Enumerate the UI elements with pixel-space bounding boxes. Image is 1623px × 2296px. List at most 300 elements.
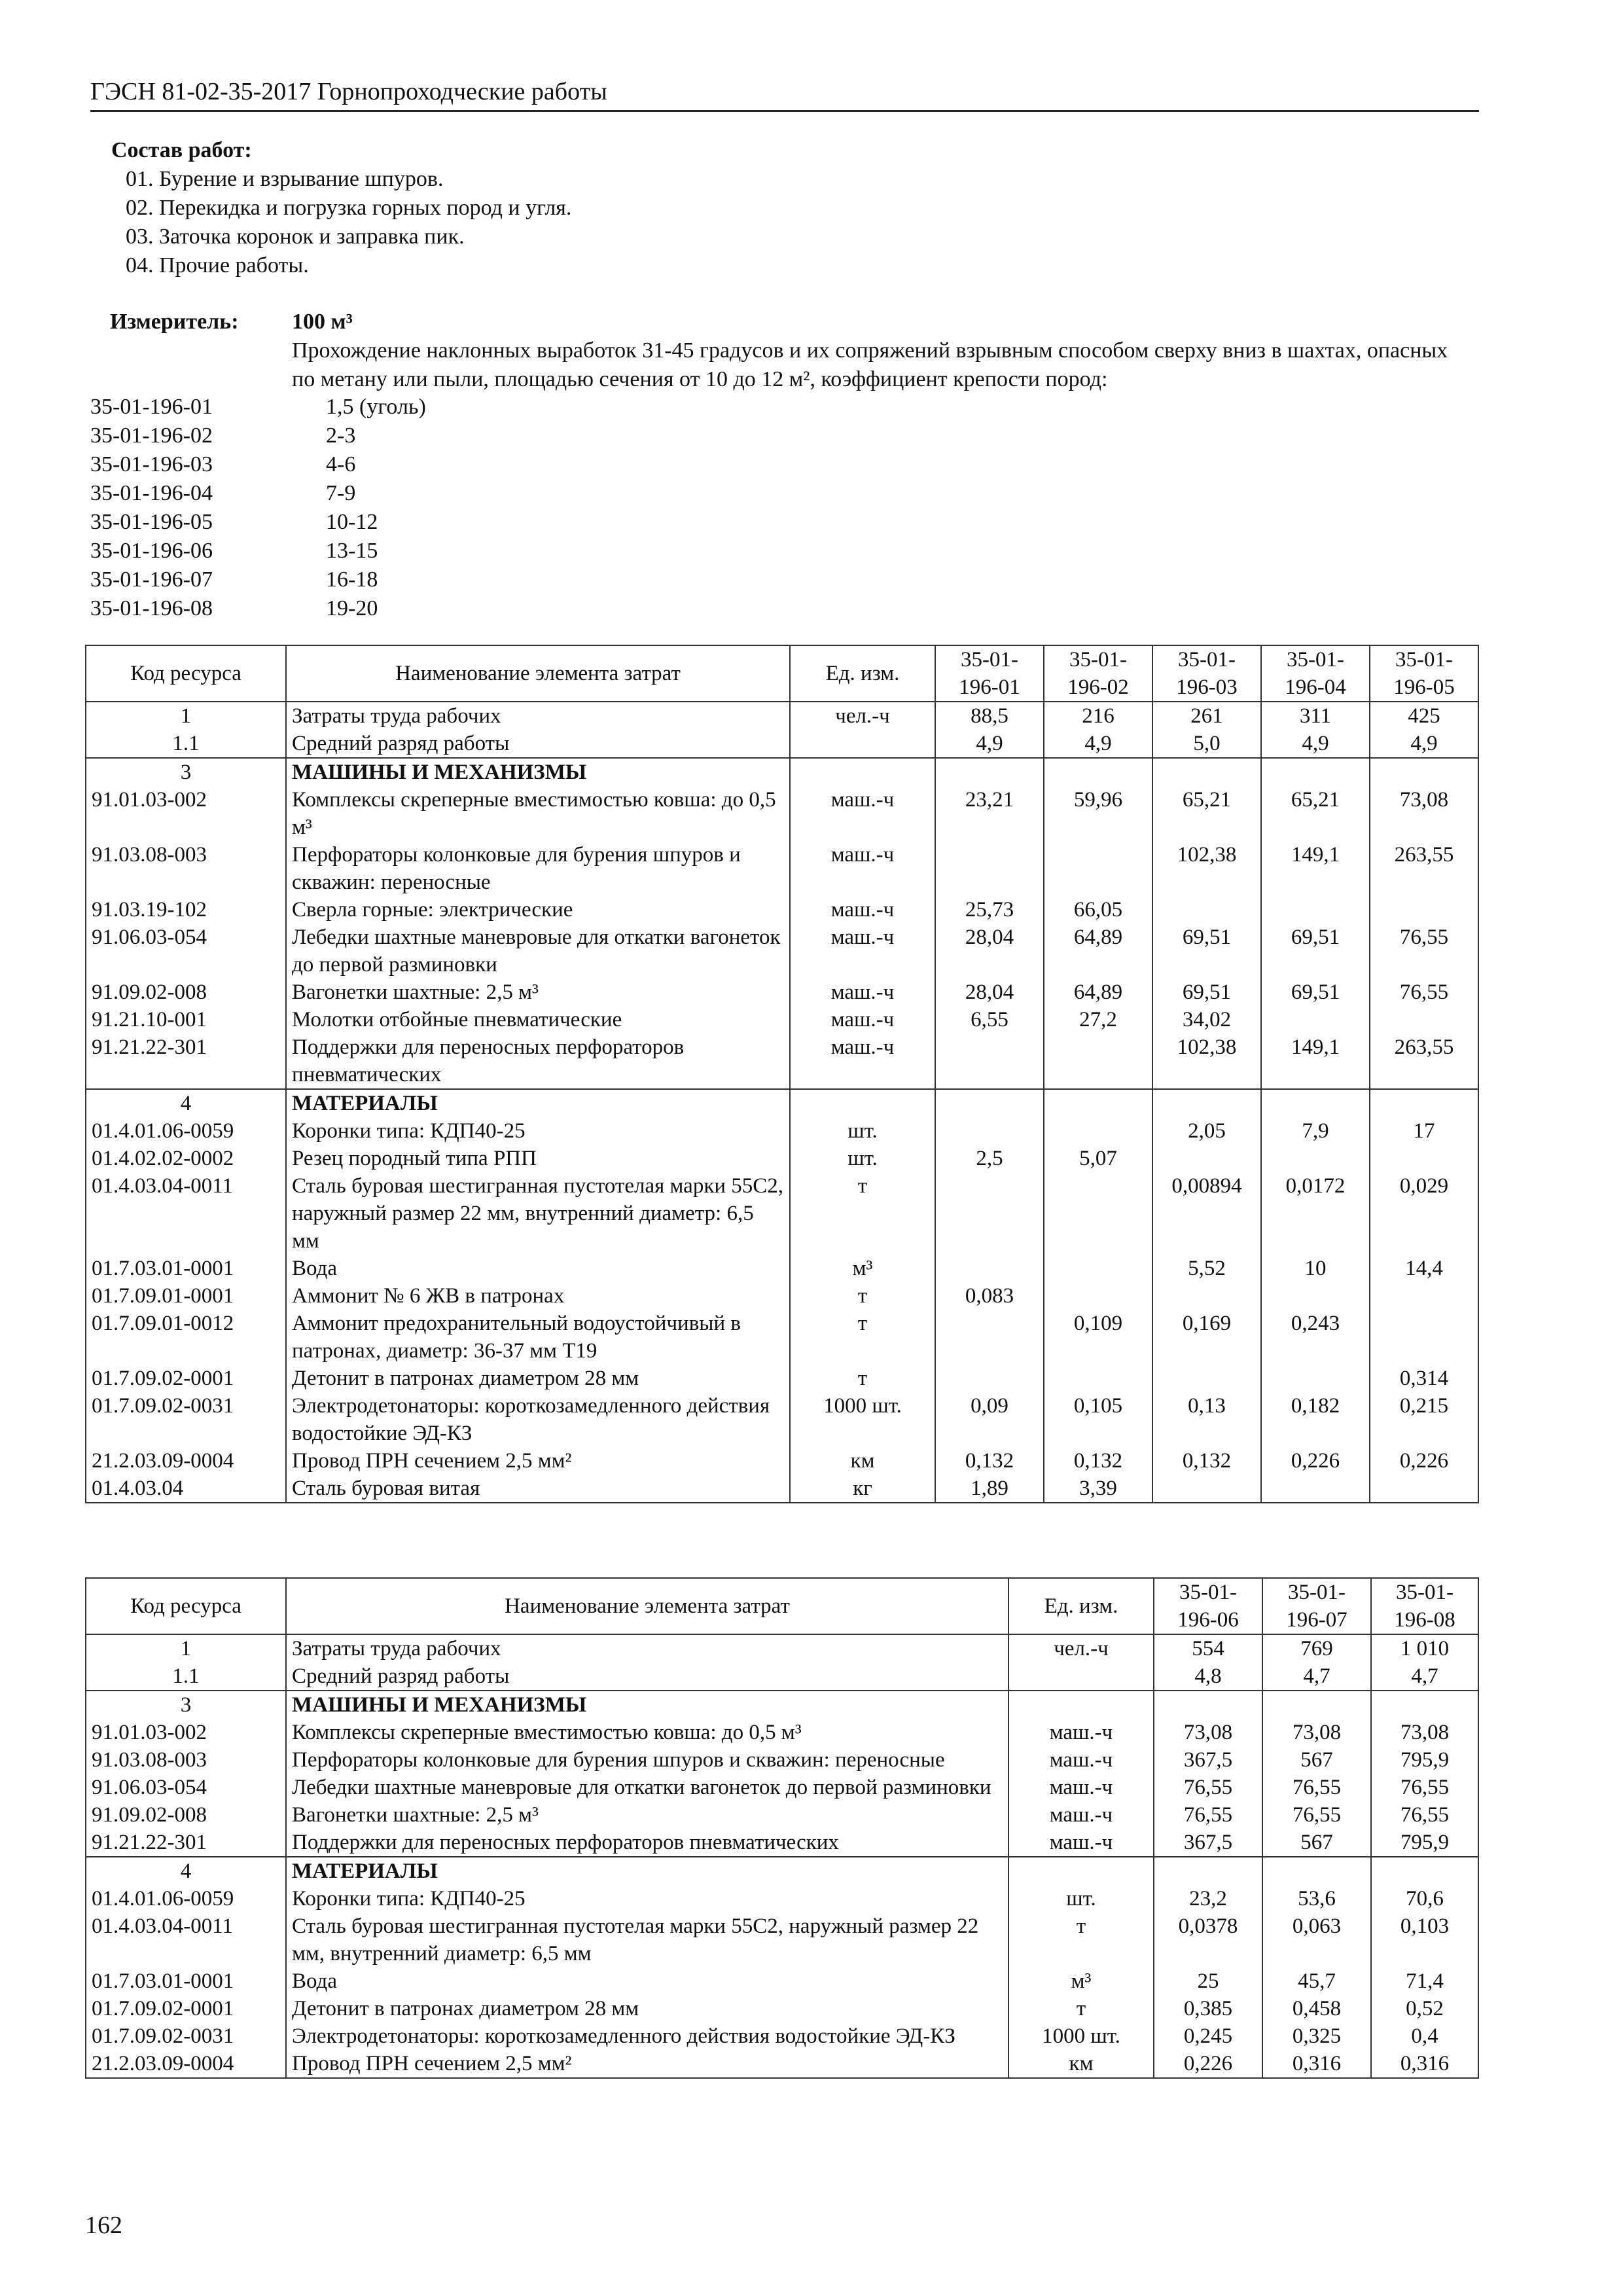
resource-value: 795,9 [1371, 1829, 1478, 1857]
resource-name: Лебедки шахтные маневровые для откатки вагонеток до первой разминовки [286, 924, 790, 978]
resource-unit: чел.-ч [1008, 1634, 1154, 1662]
resource-value: 216 [1044, 702, 1152, 730]
resource-value [1044, 1255, 1152, 1282]
resource-value: 0,132 [1044, 1447, 1152, 1475]
code-list-value: 4-6 [326, 452, 356, 476]
resource-value: 0,4 [1371, 2022, 1478, 2050]
resource-code: 3 [86, 1691, 286, 1719]
code-list-item [90, 508, 745, 537]
resource-value: 59,96 [1044, 786, 1152, 841]
header-code: Код ресурса [86, 1578, 286, 1634]
resource-value [1152, 1282, 1261, 1310]
resource-value: 1,89 [935, 1475, 1044, 1503]
table-row [86, 1365, 1478, 1392]
resource-unit: км [1008, 2050, 1154, 2078]
resource-value [1370, 896, 1478, 924]
table-row [86, 1117, 1478, 1145]
resource-unit [1008, 1662, 1154, 1691]
resource-value: 64,89 [1044, 924, 1152, 978]
resource-name: Резец породный типа РПП [286, 1145, 790, 1172]
resource-value: 0,226 [1154, 2050, 1262, 2078]
table-header-row [86, 1578, 1478, 1634]
table-row [86, 1857, 1478, 1885]
resource-unit: т [790, 1282, 935, 1310]
resource-value [1152, 1145, 1261, 1172]
resource-value: 0,109 [1044, 1310, 1152, 1365]
table-row [86, 1662, 1478, 1691]
resource-value [935, 1033, 1044, 1089]
resource-value: 0,182 [1261, 1392, 1370, 1447]
resource-value: 45,7 [1262, 1967, 1371, 1995]
resource-value: 0,0172 [1261, 1172, 1370, 1255]
resource-unit: маш.-ч [1008, 1746, 1154, 1774]
resource-unit: маш.-ч [790, 1006, 935, 1033]
work-composition [111, 136, 571, 280]
resource-code: 91.03.19-102 [86, 896, 286, 924]
resource-unit: маш.-ч [790, 841, 935, 896]
resource-unit: м³ [1008, 1967, 1154, 1995]
resource-value [1370, 1006, 1478, 1033]
resource-name: Поддержки для переносных перфораторов пневматических [286, 1033, 790, 1089]
resource-code: 1.1 [86, 730, 286, 758]
resource-value: 0,215 [1370, 1392, 1478, 1447]
resource-unit: т [1008, 1995, 1154, 2022]
resource-unit [1008, 1691, 1154, 1719]
code-list-value: 19-20 [326, 596, 378, 620]
resource-value: 76,55 [1370, 978, 1478, 1006]
resource-code: 01.7.09.02-0031 [86, 1392, 286, 1447]
resource-value: 73,08 [1371, 1719, 1478, 1746]
resource-value: 425 [1370, 702, 1478, 730]
resource-name: Вода [286, 1967, 1008, 1995]
resource-value: 795,9 [1371, 1746, 1478, 1774]
resource-value: 311 [1261, 702, 1370, 730]
resource-value: 0,226 [1261, 1447, 1370, 1475]
resource-value [1154, 1857, 1262, 1885]
code-list-item [90, 479, 745, 508]
resource-value: 102,38 [1152, 1033, 1261, 1089]
resource-code: 01.4.03.04-0011 [86, 1912, 286, 1967]
resource-code: 01.7.09.01-0012 [86, 1310, 286, 1365]
resource-value: 71,4 [1371, 1967, 1478, 1995]
work-item: 02. Перекидка и погрузка горных пород и угля. [126, 196, 572, 220]
code-list-value: 2-3 [326, 423, 356, 448]
resource-name: Аммонит № 6 ЖВ в патронах [286, 1282, 790, 1310]
resource-code: 91.21.22-301 [86, 1033, 286, 1089]
resource-code: 01.4.01.06-0059 [86, 1885, 286, 1912]
resource-value: 0,103 [1371, 1912, 1478, 1967]
resource-name: МАШИНЫ И МЕХАНИЗМЫ [286, 1691, 1008, 1719]
resource-value: 0,169 [1152, 1310, 1261, 1365]
resource-value: 1 010 [1371, 1634, 1478, 1662]
resource-value: 69,51 [1152, 978, 1261, 1006]
resource-name: Аммонит предохранительный водоустойчивый в патронах, диаметр: 36-37 мм Т19 [286, 1310, 790, 1365]
resource-value [1370, 1145, 1478, 1172]
table-row [86, 1995, 1478, 2022]
resource-name: Коронки типа: КДП40-25 [286, 1117, 790, 1145]
resource-value: 3,39 [1044, 1475, 1152, 1503]
header-column: 35-01-196-03 [1152, 645, 1261, 702]
resource-name: Вагонетки шахтные: 2,5 м³ [286, 978, 790, 1006]
resource-name: Сталь буровая шестигранная пустотелая марки 55С2, наружный размер 22 мм, внутренний диаметр: 6,5 мм [286, 1912, 1008, 1967]
header-unit: Ед. изм. [790, 645, 935, 702]
table-row [86, 1829, 1478, 1857]
resource-value: 567 [1262, 1746, 1371, 1774]
page-number: 162 [85, 2212, 122, 2239]
resource-value: 367,5 [1154, 1746, 1262, 1774]
resource-code: 91.09.02-008 [86, 978, 286, 1006]
resource-unit: шт. [790, 1117, 935, 1145]
code-list [90, 393, 745, 623]
resource-name: Коронки типа: КДП40-25 [286, 1885, 1008, 1912]
resource-value [1044, 1117, 1152, 1145]
resource-value: 769 [1262, 1634, 1371, 1662]
resource-value: 69,51 [1261, 924, 1370, 978]
resource-value [1044, 758, 1152, 786]
resource-value: 6,55 [935, 1006, 1044, 1033]
resource-unit: чел.-ч [790, 702, 935, 730]
resource-value: 76,55 [1262, 1801, 1371, 1829]
resource-name: МАШИНЫ И МЕХАНИЗМЫ [286, 758, 790, 786]
resource-value: 0,325 [1262, 2022, 1371, 2050]
resource-name: Детонит в патронах диаметром 28 мм [286, 1365, 790, 1392]
table-row [86, 1885, 1478, 1912]
header-column: 35-01-196-05 [1370, 645, 1478, 702]
resource-value [935, 758, 1044, 786]
resource-value [935, 1255, 1044, 1282]
table-row [86, 1392, 1478, 1447]
resource-value: 70,6 [1371, 1885, 1478, 1912]
resource-value: 0,385 [1154, 1995, 1262, 2022]
table-row [86, 1967, 1478, 1995]
resource-unit: т [790, 1310, 935, 1365]
resource-value: 66,05 [1044, 896, 1152, 924]
resource-value: 0,029 [1370, 1172, 1478, 1255]
resource-unit [790, 730, 935, 758]
resource-name: Комплексы скреперные вместимостью ковша: до 0,5 м³ [286, 1719, 1008, 1746]
resource-value: 14,4 [1370, 1255, 1478, 1282]
resource-code: 91.01.03-002 [86, 1719, 286, 1746]
resource-unit: маш.-ч [790, 896, 935, 924]
resource-value: 73,08 [1154, 1719, 1262, 1746]
code-list-item [90, 422, 745, 450]
resource-code: 01.4.02.02-0002 [86, 1145, 286, 1172]
code-list-item [90, 565, 745, 594]
resource-name: Вода [286, 1255, 790, 1282]
resource-unit: маш.-ч [790, 978, 935, 1006]
resource-name: Сверла горные: электрические [286, 896, 790, 924]
code-list-item [90, 393, 745, 422]
resource-value: 28,04 [935, 978, 1044, 1006]
resource-value [935, 841, 1044, 896]
resource-value [1370, 1475, 1478, 1503]
resource-value: 76,55 [1154, 1774, 1262, 1801]
table-row [86, 1172, 1478, 1255]
resource-code: 01.7.09.02-0001 [86, 1365, 286, 1392]
resource-code: 01.4.01.06-0059 [86, 1117, 286, 1145]
code-list-item [90, 594, 745, 623]
code-list-value: 13-15 [326, 539, 378, 563]
resource-value [935, 1089, 1044, 1117]
work-item: 04. Прочие работы. [126, 253, 309, 278]
resource-value: 0,063 [1262, 1912, 1371, 1967]
resource-code: 91.03.08-003 [86, 1746, 286, 1774]
resource-value: 4,7 [1262, 1662, 1371, 1691]
resource-name: Детонит в патронах диаметром 28 мм [286, 1995, 1008, 2022]
resource-value: 76,55 [1154, 1801, 1262, 1829]
resource-value: 0,314 [1370, 1365, 1478, 1392]
resource-name: МАТЕРИАЛЫ [286, 1857, 1008, 1885]
resource-name: МАТЕРИАЛЫ [286, 1089, 790, 1117]
resource-value: 554 [1154, 1634, 1262, 1662]
resource-name: Лебедки шахтные маневровые для откатки вагонеток до первой разминовки [286, 1774, 1008, 1801]
table-row [86, 1145, 1478, 1172]
resource-value [935, 1365, 1044, 1392]
resource-value: 0,243 [1261, 1310, 1370, 1365]
table-row [86, 1447, 1478, 1475]
resource-value: 17 [1370, 1117, 1478, 1145]
resource-value [1371, 1857, 1478, 1885]
table-row [86, 1033, 1478, 1089]
resource-value [1370, 758, 1478, 786]
resource-value: 0,0378 [1154, 1912, 1262, 1967]
resource-unit: т [790, 1365, 935, 1392]
resource-unit: кг [790, 1475, 935, 1503]
code-list-code: 35-01-196-05 [90, 510, 213, 534]
resource-code: 91.09.02-008 [86, 1801, 286, 1829]
resource-value: 263,55 [1370, 841, 1478, 896]
code-list-code: 35-01-196-01 [90, 395, 213, 419]
resource-unit: маш.-ч [1008, 1801, 1154, 1829]
work-composition-title: Состав работ: [111, 138, 252, 162]
page-header [90, 77, 1479, 112]
resource-name: Электродетонаторы: короткозамедленного действия водостойкие ЭД-КЗ [286, 2022, 1008, 2050]
work-item: 01. Бурение и взрывание шпуров. [126, 167, 444, 191]
resource-value: 88,5 [935, 702, 1044, 730]
resource-value: 5,07 [1044, 1145, 1152, 1172]
header-name: Наименование элемента затрат [286, 1578, 1008, 1634]
resource-unit: маш.-ч [1008, 1829, 1154, 1857]
resource-value [1044, 1172, 1152, 1255]
resource-value: 34,02 [1152, 1006, 1261, 1033]
measure-description: Прохождение наклонных выработок 31-45 градусов и их сопряжений взрывным способом сверху вниз в шахтах, опасных по метану или пыли, площадью сечения от 10 до 12 м², коэффициент крепости пород: [292, 338, 1448, 391]
resource-value: 69,51 [1152, 924, 1261, 978]
resource-value: 23,21 [935, 786, 1044, 841]
resource-unit: т [1008, 1912, 1154, 1967]
resource-value: 0,458 [1262, 1995, 1371, 2022]
resource-unit: маш.-ч [1008, 1774, 1154, 1801]
resource-value [1044, 1282, 1152, 1310]
resource-code: 1 [86, 1634, 286, 1662]
code-list-value: 16-18 [326, 567, 378, 592]
resource-value: 76,55 [1371, 1801, 1478, 1829]
table-row [86, 896, 1478, 924]
resource-value: 0,316 [1371, 2050, 1478, 2078]
code-list-code: 35-01-196-02 [90, 423, 213, 448]
table-row [86, 924, 1478, 978]
resource-name: Средний разряд работы [286, 730, 790, 758]
resource-value: 27,2 [1044, 1006, 1152, 1033]
resource-code: 4 [86, 1089, 286, 1117]
resource-value [1370, 1310, 1478, 1365]
resource-name: Сталь буровая витая [286, 1475, 790, 1503]
resource-value: 5,0 [1152, 730, 1261, 758]
resource-value: 4,9 [1370, 730, 1478, 758]
resource-value: 0,132 [1152, 1447, 1261, 1475]
resource-name: Провод ПРН сечением 2,5 мм² [286, 2050, 1008, 2078]
resource-code: 91.03.08-003 [86, 841, 286, 896]
header-title: ГЭСН 81-02-35-2017 Горнопроходческие работы [90, 78, 607, 105]
resource-name: Перфораторы колонковые для бурения шпуров и скважин: переносные [286, 841, 790, 896]
resource-code: 91.06.03-054 [86, 1774, 286, 1801]
resource-unit: маш.-ч [790, 786, 935, 841]
code-list-value: 7-9 [326, 481, 356, 505]
resource-value: 567 [1262, 1829, 1371, 1857]
resource-value: 76,55 [1262, 1774, 1371, 1801]
resource-value: 73,08 [1370, 786, 1478, 841]
resource-value: 0,00894 [1152, 1172, 1261, 1255]
code-list-item [90, 537, 745, 565]
resource-code: 01.7.03.01-0001 [86, 1967, 286, 1995]
resource-value [1262, 1691, 1371, 1719]
measure-label: Измеритель: [110, 310, 239, 334]
resource-value: 0,09 [935, 1392, 1044, 1447]
resource-value: 367,5 [1154, 1829, 1262, 1857]
resource-value [1152, 1475, 1261, 1503]
resource-unit: маш.-ч [790, 1033, 935, 1089]
resource-unit [790, 758, 935, 786]
header-column: 35-01-196-04 [1261, 645, 1370, 702]
resource-value: 65,21 [1152, 786, 1261, 841]
header-column: 35-01-196-06 [1154, 1578, 1262, 1634]
resource-name: Молотки отбойные пневматические [286, 1006, 790, 1033]
table-row [86, 1774, 1478, 1801]
resource-value: 53,6 [1262, 1885, 1371, 1912]
resource-unit: шт. [790, 1145, 935, 1172]
resource-name: Затраты труда рабочих [286, 702, 790, 730]
resource-value [1261, 1089, 1370, 1117]
resource-value [1044, 841, 1152, 896]
code-list-code: 35-01-196-03 [90, 452, 213, 476]
table-row [86, 1006, 1478, 1033]
resource-value: 25,73 [935, 896, 1044, 924]
resource-value: 69,51 [1261, 978, 1370, 1006]
code-list-code: 35-01-196-08 [90, 596, 213, 620]
resource-code: 01.7.09.02-0031 [86, 2022, 286, 2050]
resource-value [935, 1172, 1044, 1255]
resource-unit [790, 1089, 935, 1117]
resource-value: 64,89 [1044, 978, 1152, 1006]
resource-value: 0,132 [935, 1447, 1044, 1475]
resource-value: 4,8 [1154, 1662, 1262, 1691]
code-list-code: 35-01-196-04 [90, 481, 213, 505]
resource-name: Средний разряд работы [286, 1662, 1008, 1691]
resource-code: 21.2.03.09-0004 [86, 1447, 286, 1475]
resource-value: 5,52 [1152, 1255, 1261, 1282]
resource-value [1261, 1365, 1370, 1392]
resource-value: 0,13 [1152, 1392, 1261, 1447]
table-row [86, 1255, 1478, 1282]
resource-table-2 [85, 1577, 1479, 2079]
resource-code: 91.06.03-054 [86, 924, 286, 978]
table-row [86, 1719, 1478, 1746]
resource-code: 01.4.03.04 [86, 1475, 286, 1503]
resource-value: 4,9 [1261, 730, 1370, 758]
resource-value: 76,55 [1370, 924, 1478, 978]
resource-value [1044, 1033, 1152, 1089]
code-list-value: 1,5 (уголь) [326, 395, 426, 419]
resource-value [1261, 1145, 1370, 1172]
resource-value: 0,316 [1262, 2050, 1371, 2078]
resource-name: Поддержки для переносных перфораторов пневматических [286, 1829, 1008, 1857]
resource-unit [1008, 1857, 1154, 1885]
table-row [86, 1282, 1478, 1310]
resource-code: 91.01.03-002 [86, 786, 286, 841]
resource-value: 263,55 [1370, 1033, 1478, 1089]
resource-value [1371, 1691, 1478, 1719]
resource-value: 0,245 [1154, 2022, 1262, 2050]
code-list-value: 10-12 [326, 510, 378, 534]
resource-value: 102,38 [1152, 841, 1261, 896]
resource-value [935, 1117, 1044, 1145]
resource-code: 21.2.03.09-0004 [86, 2050, 286, 2078]
resource-table-1 [85, 645, 1479, 1503]
resource-value: 0,105 [1044, 1392, 1152, 1447]
resource-code: 1 [86, 702, 286, 730]
resource-unit: 1000 шт. [1008, 2022, 1154, 2050]
resource-value [1154, 1691, 1262, 1719]
resource-value [1370, 1282, 1478, 1310]
resource-name: Провод ПРН сечением 2,5 мм² [286, 1447, 790, 1475]
resource-code: 01.7.09.02-0001 [86, 1995, 286, 2022]
resource-unit: маш.-ч [790, 924, 935, 978]
resource-code: 4 [86, 1857, 286, 1885]
header-name: Наименование элемента затрат [286, 645, 790, 702]
work-item: 03. Заточка коронок и заправка пик. [126, 224, 465, 249]
resource-unit: км [790, 1447, 935, 1475]
resource-code: 91.21.10-001 [86, 1006, 286, 1033]
resource-value [1370, 1089, 1478, 1117]
table-row [86, 841, 1478, 896]
resource-value: 2,5 [935, 1145, 1044, 1172]
resource-value: 65,21 [1261, 786, 1370, 841]
resource-value [935, 1310, 1044, 1365]
code-list-code: 35-01-196-06 [90, 539, 213, 563]
resource-value: 76,55 [1371, 1774, 1478, 1801]
resource-name: Перфораторы колонковые для бурения шпуров и скважин: переносные [286, 1746, 1008, 1774]
resource-unit: маш.-ч [1008, 1719, 1154, 1746]
table-row [86, 2050, 1478, 2078]
header-column: 35-01-196-07 [1262, 1578, 1371, 1634]
code-list-item [90, 450, 745, 479]
table-row [86, 1310, 1478, 1365]
table-row [86, 1746, 1478, 1774]
resource-value: 4,9 [1044, 730, 1152, 758]
resource-value [1152, 758, 1261, 786]
table-row [86, 786, 1478, 841]
table-row [86, 1475, 1478, 1503]
table-row [86, 730, 1478, 758]
resource-value [1261, 1006, 1370, 1033]
resource-value [1261, 1475, 1370, 1503]
table-row [86, 978, 1478, 1006]
resource-name: Вагонетки шахтные: 2,5 м³ [286, 1801, 1008, 1829]
resource-unit: т [790, 1172, 935, 1255]
measure-unit: 100 м³ [292, 310, 353, 334]
resource-value: 25 [1154, 1967, 1262, 1995]
resource-code: 91.21.22-301 [86, 1829, 286, 1857]
resource-code: 01.4.03.04-0011 [86, 1172, 286, 1255]
